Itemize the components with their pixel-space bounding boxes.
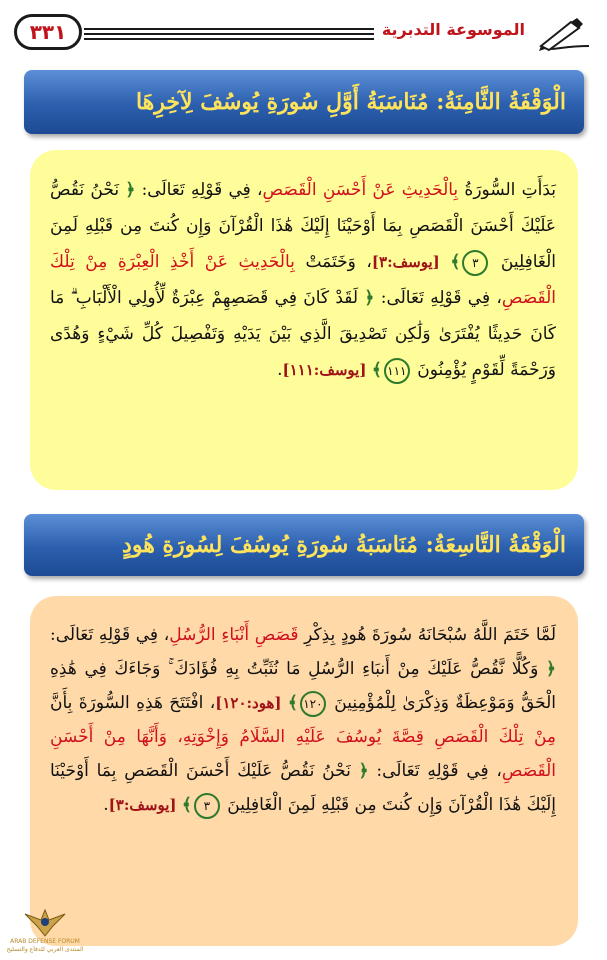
section-title-banner [24, 70, 584, 134]
body-text: . [103, 795, 109, 815]
ayah-close-bracket: ﴾ [287, 693, 298, 713]
header-rule [84, 38, 374, 40]
highlight-text: بِالْحَدِيثِ عَنْ أَخْذِ الْعِبْرَةِ مِنْ تِلْكَ الْقَصَصِ [50, 252, 556, 308]
body-text: ، افْتَتَحَ هَذِهِ السُّورَةَ بِأَنَّ [50, 693, 216, 713]
eagle-logo-icon [23, 904, 67, 938]
ayah-open-bracket: ﴿ [358, 761, 369, 781]
ayah-open-bracket: ﴿ [364, 288, 375, 308]
ayah-close-bracket: ﴾ [371, 360, 382, 380]
verse-reference: [هود:١٢٠] [215, 694, 282, 712]
quran-verse: نَحْنُ نَقُصُّ عَلَيْكَ أَحْسَنَ الْقَصَصِ بِمَا أَوْحَيْنَا إِلَيْكَ هَٰذَا الْقُرْآنَ وَإِن كُنتَ مِن قَبْلِهِ لَمِنَ الْغَافِلِينَ [50, 180, 556, 272]
section-text-card [30, 150, 578, 490]
ayah-open-bracket: ﴿ [125, 180, 136, 200]
body-text: ، فِي قَوْلِهِ تَعَالَى: [376, 761, 502, 781]
ayah-number: ٣ [462, 250, 488, 276]
ayah-number: ١١١ [384, 358, 410, 384]
quran-verse: وَكُلًّا نَّقُصُّ عَلَيْكَ مِنْ أَنبَاءِ الرُّسُلِ مَا نُثَبِّتُ بِهِ فُؤَادَكَ ۚ وَجَاءَكَ فِي هَٰذِهِ الْحَقُّ وَمَوْعِظَةٌ وَذِكْرَىٰ لِلْمُؤْمِنِينَ [50, 659, 557, 713]
body-text: . [277, 360, 283, 380]
watermark-text: المنتدى العربي للدفاع والتسليح [6, 946, 84, 953]
quran-verse: نَحْنُ نَقُصُّ عَلَيْكَ أَحْسَنَ الْقَصَصِ بِمَا أَوْحَيْنَا إِلَيْكَ هَٰذَا الْقُرْآنَ وَإِن كُنتَ مِن قَبْلِهِ لَمِنَ الْغَافِلِينَ [50, 761, 556, 815]
highlight-text: مِنْ تِلْكَ الْقَصَصِ قِصَّةَ يُوسُفَ عَلَيْهِ السَّلَامُ وَإِخْوَتِهِ، وَأَنَّهَا مِنْ أَحْسَنِ الْقَصَصِ [50, 727, 556, 781]
body-text: ، فِي قَوْلِهِ تَعَالَى: [50, 625, 170, 645]
highlight-text: بِالْحَدِيثِ عَنْ أَحْسَنِ الْقَصَصِ [262, 180, 459, 200]
section-title: الْوَقْفَةُ التَّاسِعَةُ: مُنَاسَبَةُ سُورَةِ يُوسُفَ لِسُورَةِ هُودٍ [122, 531, 566, 558]
watermark-text: ARAB DEFENSE FORUM [10, 938, 80, 945]
verse-reference: [يوسف:٣] [108, 796, 177, 814]
section-title-banner [24, 514, 584, 576]
ayah-close-bracket: ﴾ [450, 252, 461, 272]
section-text-card [30, 596, 578, 946]
section-paragraph [50, 172, 556, 388]
header-rule [84, 28, 374, 30]
body-text: لَمَّا خَتَمَ اللَّهُ سُبْحَانَهُ سُورَةَ هُودٍ بِذِكْرِ [298, 625, 557, 645]
page-header [0, 0, 607, 62]
ayah-open-bracket: ﴿ [546, 659, 556, 679]
ayah-number: ١٢٠ [300, 691, 326, 717]
body-text: ، فِي قَوْلِهِ تَعَالَى: [380, 288, 502, 308]
body-text: ، فِي قَوْلِهِ تَعَالَى: [141, 180, 263, 200]
verse-reference: [يوسف:١١١] [282, 361, 367, 379]
page-number: ٣٣١ [14, 14, 82, 50]
ayah-close-bracket: ﴾ [181, 795, 192, 815]
verse-reference: [يوسف:٣] [371, 253, 440, 271]
body-text: بَدَأَتِ السُّورَةُ [458, 180, 557, 200]
header-rule [84, 33, 374, 35]
ayah-number: ٣ [194, 793, 220, 819]
section-paragraph [50, 618, 556, 822]
highlight-text: قَصَصِ أَنْبَاءِ الرُّسُلِ [169, 625, 299, 645]
forum-watermark [0, 894, 90, 954]
body-text: ، وَخَتَمَتْ [294, 252, 372, 272]
pen-icon [537, 16, 593, 52]
section-title: الْوَقْفَةُ الثَّامِنَةُ: مُنَاسَبَةُ أَوَّلِ سُورَةِ يُوسُفَ لِآخِرِهَا [135, 88, 566, 115]
quran-verse: لَقَدْ كَانَ فِي قَصَصِهِمْ عِبْرَةٌ لِّأُولِي الْأَلْبَابِ ۗ مَا كَانَ حَدِيثًا يُفْتَرَىٰ وَلَٰكِن تَصْدِيقَ الَّذِي بَيْنَ يَدَيْهِ وَتَفْصِيلَ كُلِّ شَيْءٍ وَهُدًى وَرَحْمَةً لِّقَوْمٍ يُؤْمِنُونَ [50, 288, 556, 380]
encyclopedia-title: الموسوعة التدبرية [381, 20, 525, 39]
